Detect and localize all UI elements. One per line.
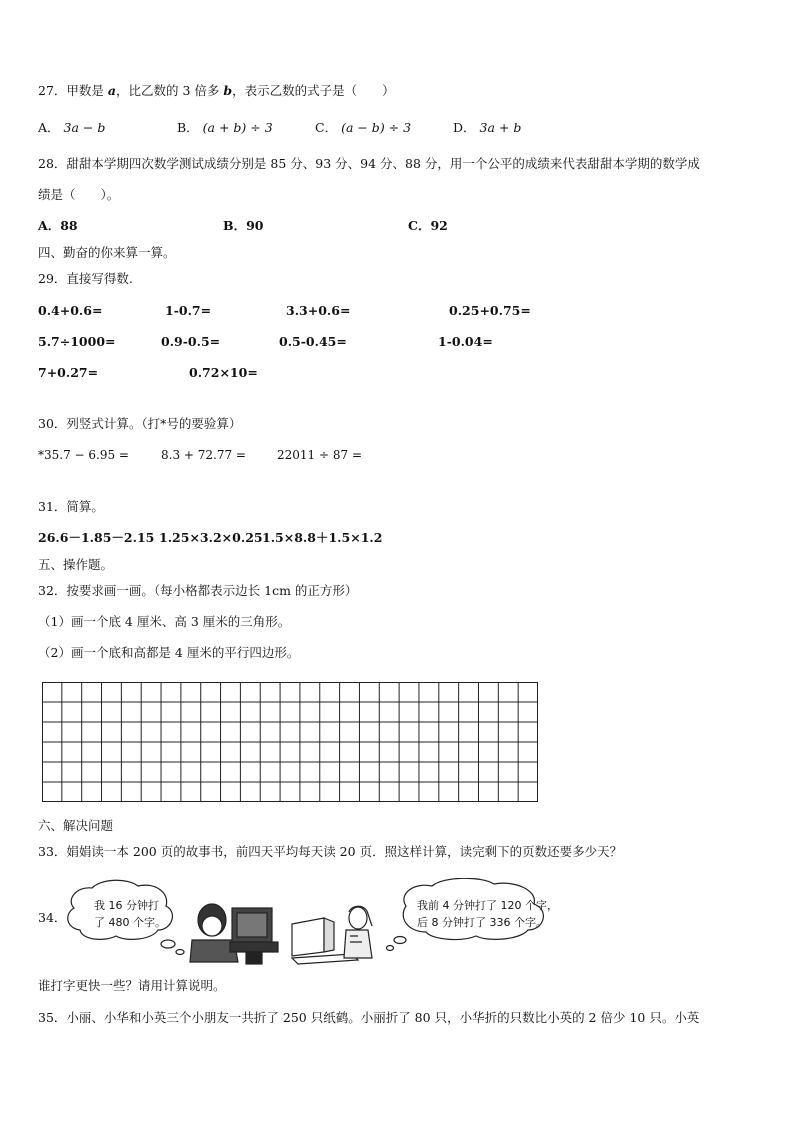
drawing-grid[interactable] [42, 682, 538, 802]
q29-item: 1-0.04= [438, 334, 493, 349]
q34-question: 谁打字更快一些？请用计算说明。 [38, 978, 226, 993]
q27-option-d: D． 3a + b [453, 120, 522, 135]
section-5-heading: 五、操作题。 [38, 557, 114, 572]
bubble-right-text: 我前 4 分钟打了 120 个字， 后 8 分钟打了 336 个字。 [417, 899, 558, 929]
q27-option-c: C． (a − b) ÷ 3 [315, 120, 412, 135]
q30-item: 22011 ÷ 87 = [277, 448, 362, 462]
boy-at-computer-icon [190, 904, 278, 964]
q29-item: 7+0.27= [38, 365, 99, 380]
q29-item: 0.25+0.75= [449, 303, 531, 318]
q29-item: 0.9-0.5= [161, 334, 221, 349]
q31-item: 1.5×8.8＋1.5×1.2 [262, 530, 383, 545]
q29-item: 5.7÷1000= [38, 334, 116, 349]
q31-item: 1.25×3.2×0.25 [159, 530, 263, 545]
q29-item: 0.4+0.6= [38, 303, 103, 318]
q27-option-b: B． (a + b) ÷ 3 [177, 120, 273, 135]
q28-option-c: C．92 [408, 218, 448, 233]
q28-option-b: B．90 [223, 218, 264, 233]
q27-option-a: A． 3a − b [38, 120, 106, 135]
q30-item: 8.3 + 72.77 = [161, 448, 246, 462]
q30-title: 30．列竖式计算。（打*号的要验算） [38, 416, 242, 431]
q35-stem: 35．小丽、小华和小英三个小朋友一共折了 250 只纸鹤。小丽折了 80 只，小华折的只数比小英的 2 倍少 10 只。小英 [38, 1010, 700, 1025]
q29-title: 29．直接写得数. [38, 271, 133, 286]
q27-stem: 27．甲数是 a，比乙数的 3 倍多 b，表示乙数的式子是（ ） [38, 83, 395, 98]
q34-number: 34． [38, 910, 67, 925]
q29-item: 0.72×10= [189, 365, 258, 380]
section-4-heading: 四、勤奋的你来算一算。 [38, 245, 176, 260]
q32-sub1: （1）画一个底 4 厘米、高 3 厘米的三角形。 [38, 614, 291, 629]
q28-stem-line2: 绩是（ ）。 [38, 187, 120, 202]
q33-stem: 33．娟娟读一本 200 页的故事书，前四天平均每天读 20 页．照这样计算，读完剩下的页数还要多少天？ [38, 844, 623, 859]
q29-item: 3.3+0.6= [286, 303, 351, 318]
q28-option-a: A．88 [38, 218, 78, 233]
q30-item: *35.7 − 6.95 = [38, 448, 129, 462]
q29-item: 1-0.7= [165, 303, 212, 318]
q28-stem-line1: 28．甜甜本学期四次数学测试成绩分别是 85 分、93 分、94 分、88 分，用一个公平的成绩来代表甜甜本学期的数学成 [38, 156, 700, 171]
q31-item: 26.6－1.85－2.15 [38, 530, 155, 545]
section-6-heading: 六、解决问题 [38, 818, 114, 833]
girl-at-computer-icon [292, 906, 372, 964]
q29-item: 0.5-0.45= [279, 334, 347, 349]
bubble-left-text: 我 16 分钟打 了 480 个字。 [94, 899, 166, 929]
q32-title: 32．按要求画一画。（每小格都表示边长 1cm 的正方形） [38, 583, 358, 598]
q32-sub2: （2）画一个底和高都是 4 厘米的平行四边形。 [38, 645, 300, 660]
q31-title: 31．简算。 [38, 499, 104, 514]
